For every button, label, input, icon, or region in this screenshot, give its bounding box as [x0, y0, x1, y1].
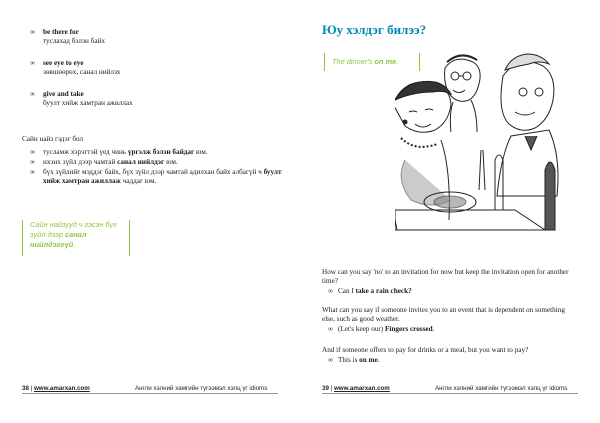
- footer-divider: [322, 393, 578, 394]
- meaning-item: [30, 148, 285, 157]
- meaning-list: [30, 148, 285, 187]
- answer-text: This is: [338, 356, 360, 364]
- dinner-party-illustration-icon: [395, 40, 565, 260]
- phrase-meaning: буулт хийж хамтран ажиллах: [43, 99, 133, 107]
- phrase-title: be there for: [43, 28, 79, 36]
- infinity-bullet-icon: ∞: [328, 287, 333, 295]
- phrase-list: [30, 28, 280, 121]
- footer-subtitle: Англи хэлний хамгийн түгээмэл хэлц үг idioms: [435, 385, 568, 392]
- infinity-bullet-icon: ∞: [328, 325, 333, 333]
- answer-text: Can I: [338, 287, 356, 295]
- infinity-bullet-icon: ∞: [30, 90, 35, 98]
- qa-answer: [322, 287, 577, 296]
- footer-separator: |: [30, 385, 33, 392]
- site-link[interactable]: www.amarxan.com: [33, 385, 90, 392]
- phrase-title: give and take: [43, 90, 84, 98]
- answer-bold: Fingers crossed: [385, 325, 433, 333]
- quote-bold: on me: [374, 57, 397, 66]
- phrase-title: see eye to eye: [43, 59, 84, 67]
- page-footer: [322, 385, 578, 392]
- meaning-text: ихэнх зүйл дээр чамтай: [43, 158, 118, 166]
- meaning-bold: үргэлж бэлэн байдаг: [127, 148, 195, 156]
- answer-text: (Let's keep our): [338, 325, 385, 333]
- meaning-bold: буулт хийж хамтран ажиллаж: [43, 168, 282, 185]
- page-number: 38: [22, 385, 29, 392]
- meaning-item: [30, 168, 285, 186]
- pull-quote: [22, 220, 130, 256]
- meaning-item: [30, 158, 285, 167]
- meaning-bold: санал нийлдэг: [117, 158, 165, 166]
- qa-question: What can you say if someone invites you to an event that is dependent on something else, such as good weather.: [322, 306, 565, 323]
- qa-block: [322, 346, 577, 365]
- infinity-bullet-icon: ∞: [30, 148, 35, 156]
- infinity-bullet-icon: ∞: [30, 168, 35, 176]
- answer-bold: take a rain check?: [355, 287, 412, 295]
- infinity-bullet-icon: ∞: [328, 356, 333, 364]
- answer-bold: on me: [359, 356, 378, 364]
- quote-text: Сайн найзууд ч гэсэн бүх зүйл дээр: [30, 220, 117, 239]
- qa-question: How can you say 'no' to an invitation for now but keep the invitation open for another time?: [322, 268, 569, 285]
- paragraph-title: Сайн найз гэдэг бол: [22, 135, 84, 143]
- quote-end: .: [396, 57, 399, 66]
- qa-block: [322, 268, 577, 296]
- meaning-text: тусламж хэрэгтэй үед чинь: [43, 148, 128, 156]
- page-heading: Юу хэлдэг билээ?: [322, 22, 427, 37]
- footer-separator: |: [330, 385, 333, 392]
- quote-end: .: [73, 240, 76, 249]
- footer-divider: [22, 393, 278, 394]
- answer-end: .: [432, 325, 435, 333]
- qa-answer: [322, 356, 577, 365]
- meaning-text-end: чаддаг юм.: [120, 177, 157, 185]
- meaning-text: бүх зүйлийг мэддэг байх, бүх зүйл дээр чамтай адилхан байх албагүй ч: [43, 168, 264, 176]
- footer-subtitle: Англи хэлний хамгийн түгээмэл хэлц үг idioms: [135, 385, 268, 392]
- phrase-meaning: зөвшөөрөх, санал нийлэх: [43, 68, 121, 76]
- phrase-item: [30, 90, 280, 108]
- infinity-bullet-icon: ∞: [30, 59, 35, 67]
- answer-end: .: [377, 356, 380, 364]
- quote-text: The dinner's: [332, 57, 375, 66]
- infinity-bullet-icon: ∞: [30, 158, 35, 166]
- qa-block: [322, 306, 577, 334]
- phrase-item: [30, 28, 280, 46]
- phrase-meaning: туслахад бэлэн байх: [43, 37, 105, 45]
- quote-bold: санал нийлдэггүй: [30, 230, 87, 249]
- qa-question: And if someone offers to pay for drinks or a meal, but you want to pay?: [322, 346, 529, 354]
- meaning-text-end: юм.: [194, 148, 208, 156]
- page-number: 39: [322, 385, 329, 392]
- page-footer: [22, 385, 278, 392]
- phrase-item: [30, 59, 280, 77]
- qa-answer: [322, 325, 577, 334]
- site-link[interactable]: www.amarxan.com: [333, 385, 390, 392]
- infinity-bullet-icon: ∞: [30, 28, 35, 36]
- meaning-text-end: юм.: [164, 158, 178, 166]
